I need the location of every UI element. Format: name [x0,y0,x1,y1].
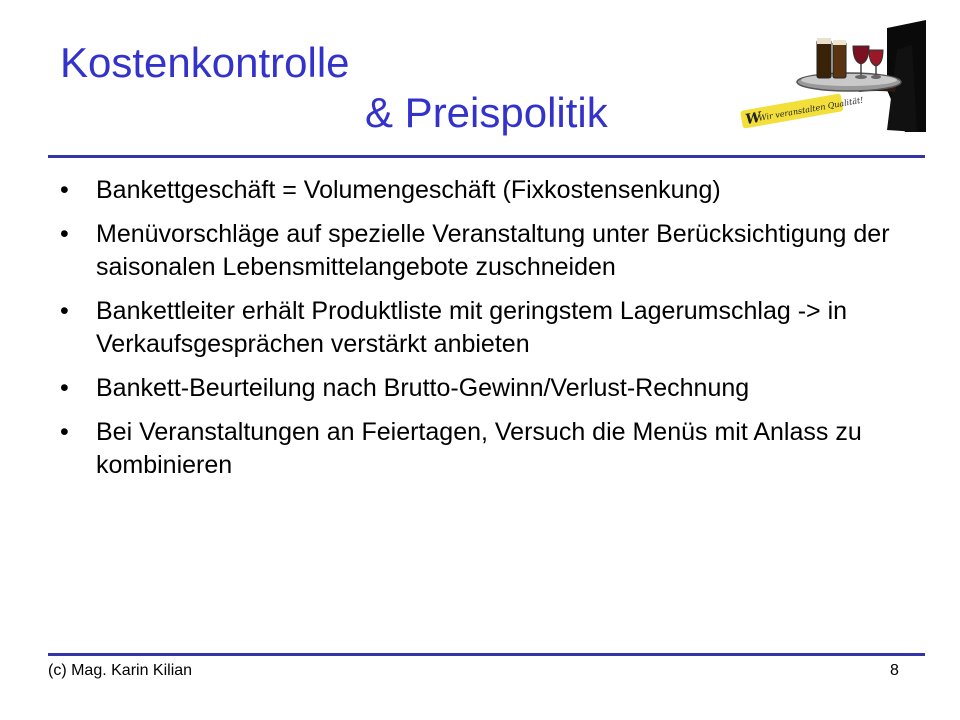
bullet-list [60,174,910,493]
title-divider [48,155,925,158]
bullet-point: • [60,418,69,446]
bullet-text: Bankettleiter erhält Produktliste mit geringstem Lagerumschlag -> in Verkaufsgesprächen verstärkt anbieten [96,297,848,358]
bullet-text: Bankettgeschäft = Volumengeschäft (Fixkostensenkung) [96,176,721,204]
bullet-text: Menüvorschläge auf spezielle Veranstaltung unter Berücksichtigung der saisonalen Lebensmittelangebote zuschneiden [96,220,890,281]
bullet-point: • [60,220,69,248]
bullet-point: • [60,374,69,402]
list-item [60,218,910,284]
footer-author: (c) Mag. Karin Kilian [48,662,193,679]
bullet-point: • [60,297,69,325]
list-item [60,372,910,405]
title-line-2: & Preispolitik [365,89,608,136]
bullet-point: • [60,176,69,204]
logo-slogan: Wir veranstalten Qualität! [757,95,865,123]
list-item [60,174,910,207]
bullet-text: Bankett-Beurteilung nach Brutto-Gewinn/Verlust-Rechnung [96,374,750,402]
footer-divider [48,653,925,656]
bullet-text: Bei Veranstaltungen an Feiertagen, Versuch die Menüs mit Anlass zu kombinieren [96,418,862,479]
page-number: 8 [890,662,899,679]
slide-title [60,38,608,138]
title-line-1: Kostenkontrolle [60,39,350,86]
list-item [60,295,910,361]
list-item [60,416,910,482]
svg-text:W: W [744,109,763,129]
waiter-tray-logo [737,20,926,132]
